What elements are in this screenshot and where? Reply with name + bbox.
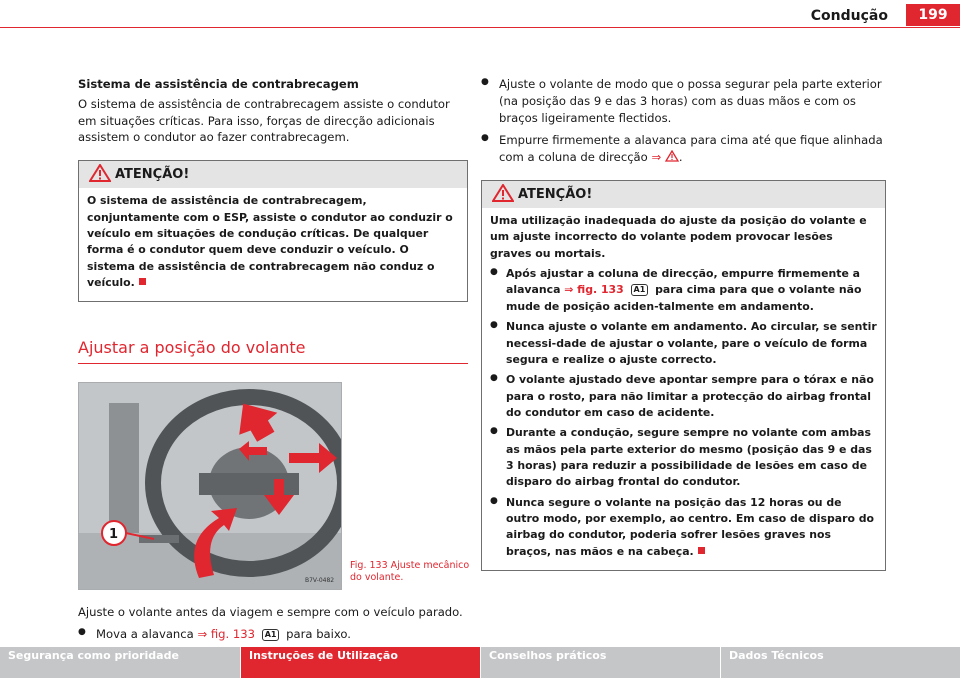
warning-item-3 — [490, 372, 877, 421]
warning-item-1-text: Após ajustar a coluna de direcção, empurre firmemente a alavanca — [506, 267, 861, 297]
warning-box — [78, 160, 468, 302]
callout-key-a1: A1 — [631, 284, 649, 296]
footer-tab-technical-data[interactable]: Dados Técnicos — [720, 647, 960, 678]
warning-title: ATENÇÃO! — [518, 186, 593, 202]
left-column — [78, 76, 468, 649]
warning-body — [79, 188, 467, 301]
right-column — [481, 76, 886, 571]
right-bullet-2-text: Empurre firmemente a alavanca para cima até que fique alinhada com a coluna de direcção — [499, 133, 883, 165]
warning-item-2-text: Nunca ajuste o volante em andamento. Ao circular, se sentir necessi-dade de ajustar o volante, pare o veículo de forma segura e realize o ajuste correcto. — [506, 320, 877, 366]
warning-item-4-text: Durante a condução, segure sempre no volante com ambas as mãos pela parte exterior do mesmo (posição das 9 e das 3 horas) para reduzir a possibilidade de lesões em caso de disparo do airbag frontal do condutor. — [506, 426, 872, 489]
figure-callout-1: 1 — [109, 526, 119, 542]
left-bullet-1-text: Mova a alavanca — [96, 627, 194, 642]
warning-header — [79, 161, 467, 188]
footer-tab-safety[interactable]: Segurança como prioridade — [0, 647, 240, 678]
header-rule — [0, 27, 960, 28]
figure-code: B7V-0482 — [305, 576, 335, 584]
footer-tab-instructions[interactable]: Instruções de Utilização — [240, 647, 480, 678]
left-bullet-1-suffix: para baixo. — [286, 627, 351, 642]
warning-intro: Uma utilização inadequada do ajuste da posição do volante e um ajuste incorrecto do volante podem provocar lesões graves ou mortais. — [490, 213, 867, 260]
figure-reference-link[interactable]: fig. 133 — [210, 627, 256, 642]
page-header-title: Condução — [810, 8, 888, 24]
figure-reference-link[interactable]: fig. 133 — [577, 283, 624, 297]
warning-triangle-icon[interactable] — [665, 150, 679, 162]
steering-wheel-image — [78, 382, 342, 590]
warning-item-5-text: Nunca segure o volante na posição das 12 horas ou de outro modo, por exemplo, ao centro. Em caso de disparo do airbag do condutor, poderia sofrer lesões graves nos braços, nas mãos e na cabeça. — [506, 495, 875, 558]
warning-body — [482, 208, 885, 570]
red-square-icon — [139, 278, 146, 285]
warning-box-right — [481, 180, 886, 571]
warning-item-4 — [490, 425, 877, 490]
warning-item-1 — [490, 266, 877, 315]
section-text: O sistema de assistência de contrabrecagem assiste o condutor em situações críticas. Para isso, forças de direcção adicionais assistem o condutor ao fazer contrabrecagem. — [78, 96, 450, 145]
warning-text: O sistema de assistência de contrabrecagem, conjuntamente com o ESP, assiste o condutor ao conduzir o veículo em situações de condução críticas. De qualquer forma é o condutor quem deve conduzir o veículo. O sistema de assistência de contrabrecagem não conduz o veículo. — [87, 194, 453, 289]
ref-arrow: ⇒ — [197, 627, 208, 642]
warning-item-2 — [490, 319, 877, 368]
callout-key-a1: A1 — [262, 629, 280, 641]
figure-133 — [78, 382, 468, 590]
warning-triangle-icon — [492, 184, 514, 202]
warning-header — [482, 181, 885, 208]
warning-item-5 — [490, 495, 877, 560]
intro-text: Ajuste o volante antes da viagem e sempre com o veículo parado. — [78, 604, 463, 619]
page-number: 199 — [906, 4, 960, 26]
figure-caption: Fig. 133 Ajuste mecânico do volante. — [350, 559, 470, 584]
red-square-icon — [698, 547, 705, 554]
chapter-heading: Ajustar a posição do volante — [78, 336, 468, 363]
ref-arrow: ⇒ — [564, 283, 574, 297]
ref-arrow: ⇒ — [651, 150, 662, 165]
warning-item-3-text: O volante ajustado deve apontar sempre para o tórax e não para o rosto, para não limitar a protecção do airbag frontal do condutor em caso de acidente. — [506, 373, 874, 419]
footer-tab-tips[interactable]: Conselhos práticos — [480, 647, 720, 678]
right-bullet-1 — [481, 76, 886, 126]
section-heading: Sistema de assistência de contrabrecagem — [78, 77, 359, 91]
footer-nav — [0, 647, 960, 678]
right-bullet-2: ● Empurre firmemente a alavanca para cima até que fique alinhada com a coluna de direcção ⇒ . — [481, 132, 886, 166]
steering-wheel-illustration — [79, 383, 341, 589]
warning-item-1-suffix: para cima para que o volante não mude de posição aciden-talmente em andamento. — [506, 283, 862, 313]
left-bullet-1 — [78, 626, 468, 643]
warning-title: ATENÇÃO! — [115, 167, 190, 183]
right-bullet-1-text: Ajuste o volante de modo que o possa segurar pela parte exterior (na posição das 9 e das 3 horas) com as duas mãos e com os braços ligeiramente flectidos. — [499, 77, 882, 125]
warning-triangle-icon — [89, 164, 111, 182]
